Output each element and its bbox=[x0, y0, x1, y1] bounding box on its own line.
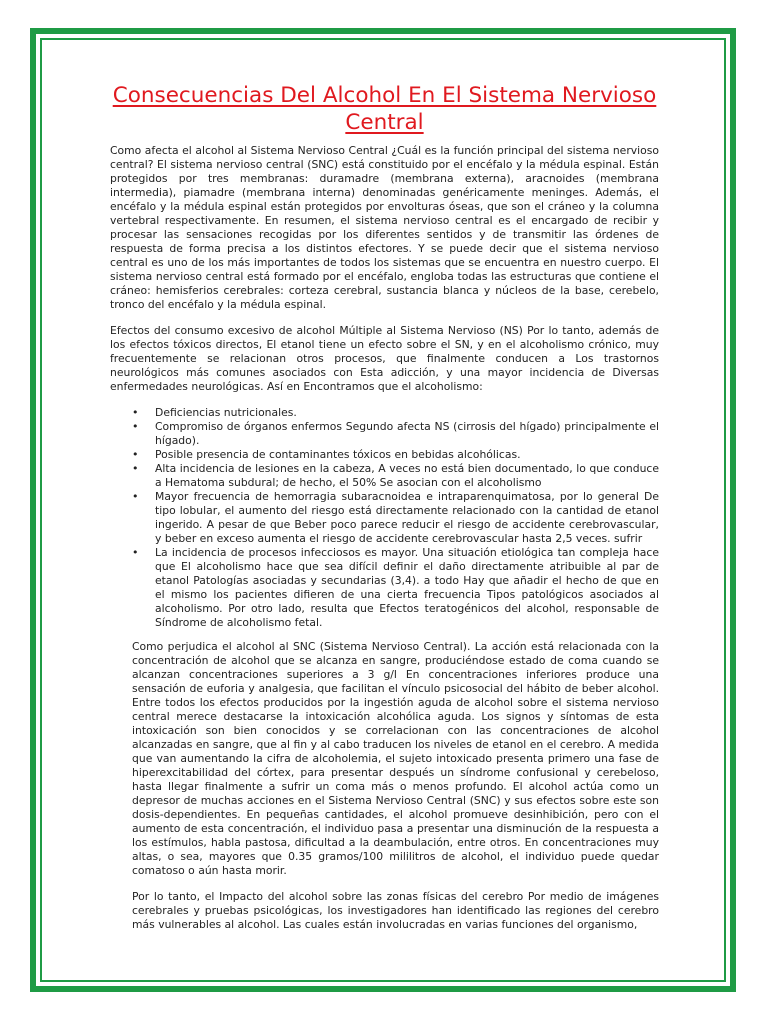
bullet-icon: • bbox=[132, 490, 139, 503]
bullet-icon: • bbox=[132, 406, 139, 419]
paragraph-intro: Como afecta el alcohol al Sistema Nervioso Central ¿Cuál es la función principal del sistema nervioso central? El sistema nervioso central (SNC) está constituido por el encéfalo y la médula espinal. Están protegidos por tres membranas: duramadre (membrana externa), aracnoides (membrana intermedia), piamadre (membrana interna) denominadas genéricamente meninges. Además, el encéfalo y la médula espinal están protegidos por envolturas óseas, que son el cráneo y la columna vertebral respectivamente. En resumen, el sistema nervioso central es el encargado de recibir y procesar las sensaciones recogidas por los diferentes sentidos y de transmitir las órdenes de respuesta de forma precisa a los distintos efectores. Y se puede decir que el sistema nervioso central es uno de los más importantes de todos los sistemas que se encuentra en nuestro cuerpo. El sistema nervioso central está formado por el encéfalo, engloba todas las estructuras que contiene el cráneo: hemisferios cerebrales: corteza cerebral, sustancia blanca y núcleos de la base, cerebelo, tronco del encéfalo y la médula espinal. bbox=[110, 144, 659, 311]
bullet-icon: • bbox=[132, 448, 139, 461]
list-item bbox=[132, 546, 659, 630]
paragraph-brain-impact: Por lo tanto, el Impacto del alcohol sobre las zonas físicas del cerebro Por medio de imágenes cerebrales y pruebas psicológicas, los investigadores han identificado las regiones del cerebro más vulnerables al alcohol. Las cuales están involucradas en varias funciones del organismo, bbox=[132, 890, 659, 931]
list-item-text: Deficiencias nutricionales. bbox=[155, 406, 297, 419]
document-title: Consecuencias Del Alcohol En El Sistema Nervioso Central bbox=[112, 83, 657, 135]
list-item-text: La incidencia de procesos infecciosos es mayor. Una situación etiológica tan compleja hace que El alcoholismo hace que sea difícil definir el daño directamente atribuible al par de etanol Patologías asociadas y secundarias (3,4). a todo Hay que añadir el hecho de que en el mismo los pacientes difieren de una cierta frecuencia Tipos patológicos asociados al alcoholismo. Por otro lado, resulta que Efectos teratogénicos del alcohol, responsable de Síndrome de alcoholismo fetal. bbox=[155, 546, 659, 629]
bullet-icon: • bbox=[132, 546, 139, 559]
list-item-text: Posible presencia de contaminantes tóxicos en bebidas alcohólicas. bbox=[155, 448, 521, 461]
document-body bbox=[110, 82, 659, 944]
list-item bbox=[132, 462, 659, 490]
paragraph-snc-damage: Como perjudica el alcohol al SNC (Sistema Nervioso Central). La acción está relacionada con la concentración de alcohol que se alcanza en sangre, produciéndose estado de coma cuando se alcanzan concentraciones superiores a 3 g/l En concentraciones inferiores produce una sensación de euforia y analgesia, que facilitan el vínculo psicosocial del hábito de beber alcohol. Entre todos los efectos producidos por la ingestión aguda de alcohol sobre el sistema nervioso central merece destacarse la intoxicación alcohólica aguda. Los signos y síntomas de esta intoxicación son bien conocidos y se correlacionan con las concentraciones de alcohol alcanzadas en sangre, que al fin y al cabo traducen los niveles de etanol en el cerebro. A medida que van aumentando la cifra de alcoholemia, el sujeto intoxicado presenta primero una fase de hiperexcitabilidad del córtex, para presentar después un síndrome confusional y cerebeloso, hasta llegar finalmente a sufrir un coma más o menos profundo. El alcohol actúa como un depresor de muchas acciones en el Sistema Nervioso Central (SNC) y sus efectos sobre este son dosis-dependientes. En pequeñas cantidades, el alcohol promueve desinhibición, pero con el aumento de esta concentración, el individuo pasa a presentar una disminución de la respuesta a los estímulos, habla pastosa, dificultad a la deambulación, entre otros. En concentraciones muy altas, o sea, mayores que 0.35 gramos/100 mililitros de alcohol, el individuo puede quedar comatoso o aún hasta morir. bbox=[132, 640, 659, 877]
list-item bbox=[132, 490, 659, 546]
list-item-text: Alta incidencia de lesiones en la cabeza, A veces no está bien documentado, lo que conduce a Hematoma subdural; de hecho, el 50% Se asocian con el alcoholismo bbox=[155, 462, 659, 489]
list-item bbox=[132, 448, 659, 462]
list-item-text: Mayor frecuencia de hemorragia subaracnoidea e intraparenquimatosa, por lo general De tipo lobular, el aumento del riesgo está directamente relacionado con la cantidad de etanol ingerido. A pesar de que Beber poco parece reducir el riesgo de accidente cerebrovascular, y beber en exceso aumenta el riesgo de accidente cerebrovascular hasta 2,5 veces. sufrir bbox=[155, 490, 659, 545]
bullet-icon: • bbox=[132, 462, 139, 475]
list-item bbox=[132, 420, 659, 448]
list-item bbox=[132, 406, 659, 420]
paragraph-effects: Efectos del consumo excesivo de alcohol Múltiple al Sistema Nervioso (NS) Por lo tanto, además de los efectos tóxicos directos, El etanol tiene un efecto sobre el SN, y en el alcoholismo crónico, muy frecuentemente se relacionan otros procesos, que finalmente conducen a Los trastornos neurológicos más comunes asociados con Esta adicción, y una mayor incidencia de Diversas enfermedades neurológicas. Así en Encontramos que el alcoholismo: bbox=[110, 324, 659, 393]
list-item-text: Compromiso de órganos enfermos Segundo afecta NS (cirrosis del hígado) principalmente el hígado). bbox=[155, 420, 659, 447]
bullet-icon: • bbox=[132, 420, 139, 433]
effects-list bbox=[110, 406, 659, 630]
